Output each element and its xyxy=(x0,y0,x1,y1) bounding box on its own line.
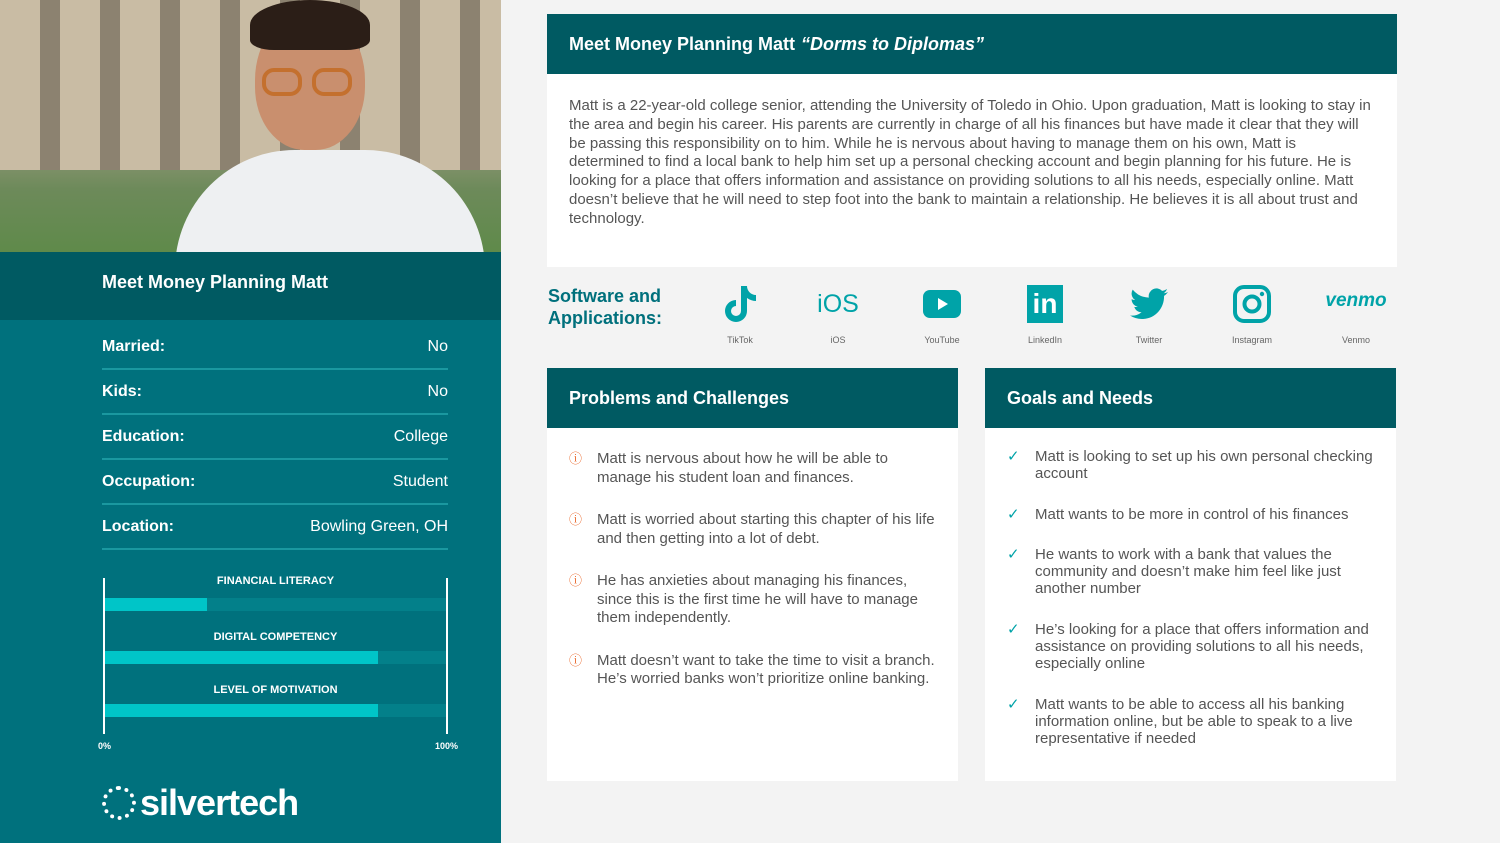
tagline: “Dorms to Diplomas” xyxy=(801,33,985,54)
instagram-icon xyxy=(1212,282,1292,326)
ios-icon: iOS xyxy=(817,289,859,318)
software-title: Software and Applications: xyxy=(548,286,663,328)
alert-icon: ⓘ xyxy=(569,512,583,527)
list-item xyxy=(1007,696,1374,748)
tiktok-icon xyxy=(700,282,780,326)
axis-max: 100% xyxy=(435,741,459,751)
alert-icon: ⓘ xyxy=(569,573,583,588)
item-text: He’s looking for a place that offers information and assistance on providing solutions to all his needs, especially online xyxy=(1035,620,1369,673)
app-youtube xyxy=(902,282,982,345)
attribute-row xyxy=(102,505,448,550)
goals-title: Goals and Needs xyxy=(985,368,1396,428)
meter-fill xyxy=(105,704,378,717)
axis-min: 0% xyxy=(98,741,112,751)
youtube-icon xyxy=(902,282,982,326)
intro-body: Matt is a 22-year-old college senior, attending the University of Toledo in Ohio. Upon graduation, Matt is looking to stay in the area and begin his career. His parents are currently in charge of all his finances but have made it clear that they will be passing this responsibility on to him. While he is nervous about having to manage them on his own, Matt is determined to find a local bank to help him set up a personal checking account and begin planning for his future. He is looking for a place that offers information and assistance on providing solutions to all his needs, especially online. Matt doesn’t believe that he will need to step foot into the bank to maintain a relationship. He believes it is all about trust and technology. xyxy=(569,97,1371,227)
attribute-label: Occupation: xyxy=(102,472,196,490)
attribute-value: No xyxy=(427,382,448,400)
meter-track xyxy=(105,651,446,664)
check-icon: ✓ xyxy=(1007,545,1020,563)
app-name: LinkedIn xyxy=(1027,335,1063,345)
app-twitter xyxy=(1109,282,1189,345)
meter-fill xyxy=(105,598,207,611)
app-name: iOS xyxy=(830,335,846,345)
attribute-row xyxy=(102,370,448,415)
item-text: Matt doesn’t want to take the time to visit a branch. He’s worried banks won’t prioritize online banking. xyxy=(597,651,935,687)
list-item xyxy=(569,450,936,487)
alert-icon: ⓘ xyxy=(569,451,583,466)
linkedin-icon: in xyxy=(1005,282,1085,326)
item-text: Matt is worried about starting this chapter of his life and then getting into a lot of debt. xyxy=(597,511,935,547)
item-text: Matt is nervous about how he will be able to manage his student loan and finances. xyxy=(597,450,888,486)
problems-title: Problems and Challenges xyxy=(547,368,958,428)
app-name: Instagram xyxy=(1231,335,1273,345)
meter-label: FINANCIAL LITERACY xyxy=(216,575,335,587)
meter-label: LEVEL OF MOTIVATION xyxy=(213,684,338,696)
attribute-label: Education: xyxy=(102,427,185,445)
app-name: YouTube xyxy=(924,335,960,345)
attribute-value: No xyxy=(427,337,448,355)
attribute-value: Bowling Green, OH xyxy=(310,517,448,535)
item-text: He wants to work with a bank that values the community and doesn’t make him feel like just another number xyxy=(1035,545,1341,598)
list-item xyxy=(1007,448,1374,483)
attribute-label: Location: xyxy=(102,517,174,535)
item-text: Matt wants to be able to access all his banking information online, but be able to speak to a live representative if needed xyxy=(1035,695,1353,748)
item-text: Matt is looking to set up his own personal checking account xyxy=(1035,448,1373,483)
meter-track xyxy=(105,704,446,717)
app-venmo xyxy=(1316,282,1396,345)
attribute-row xyxy=(102,415,448,460)
profile-title: Meet Money Planning Matt xyxy=(0,252,501,320)
silvertech-logo: silvertech xyxy=(102,782,298,824)
goals-card xyxy=(985,368,1396,781)
list-item xyxy=(1007,506,1374,523)
venmo-icon: venmo xyxy=(1325,290,1387,311)
intro-title: Meet Money Planning Matt “Dorms to Diplomas” xyxy=(547,14,1397,74)
alert-icon: ⓘ xyxy=(569,652,583,668)
list-item xyxy=(1007,546,1374,598)
app-name: Venmo xyxy=(1341,335,1371,345)
list-item xyxy=(569,652,936,689)
attribute-value: College xyxy=(393,427,448,445)
problems-card xyxy=(547,368,958,781)
list-item xyxy=(569,511,936,548)
attribute-label: Married: xyxy=(102,337,166,355)
check-icon: ✓ xyxy=(1007,695,1020,713)
meter-label: DIGITAL COMPETENCY xyxy=(213,631,338,643)
app-name: Twitter xyxy=(1135,335,1163,345)
check-icon: ✓ xyxy=(1007,505,1020,523)
attribute-value: Student xyxy=(392,472,448,490)
attribute-row xyxy=(102,460,448,505)
meter-chart xyxy=(103,575,448,734)
intro-card xyxy=(547,14,1397,267)
attribute-row xyxy=(102,325,448,370)
app-ios xyxy=(798,282,878,345)
meter-track xyxy=(105,598,446,611)
item-text: Matt wants to be more in control of his finances xyxy=(1035,505,1349,523)
check-icon: ✓ xyxy=(1007,620,1020,638)
app-tiktok xyxy=(700,282,780,345)
logo-icon xyxy=(102,786,136,820)
list-item xyxy=(569,572,936,628)
attribute-label: Kids: xyxy=(102,382,142,400)
app-name: TikTok xyxy=(727,335,753,345)
meter-fill xyxy=(105,651,378,664)
profile-panel xyxy=(0,0,501,843)
profile-photo xyxy=(0,0,501,252)
app-instagram xyxy=(1212,282,1292,345)
twitter-icon xyxy=(1109,282,1189,326)
list-item xyxy=(1007,621,1374,673)
app-linkedin xyxy=(1005,282,1085,345)
check-icon: ✓ xyxy=(1007,448,1020,465)
item-text: He has anxieties about managing his finances, since this is the first time he will have to manage them independently. xyxy=(597,572,918,626)
